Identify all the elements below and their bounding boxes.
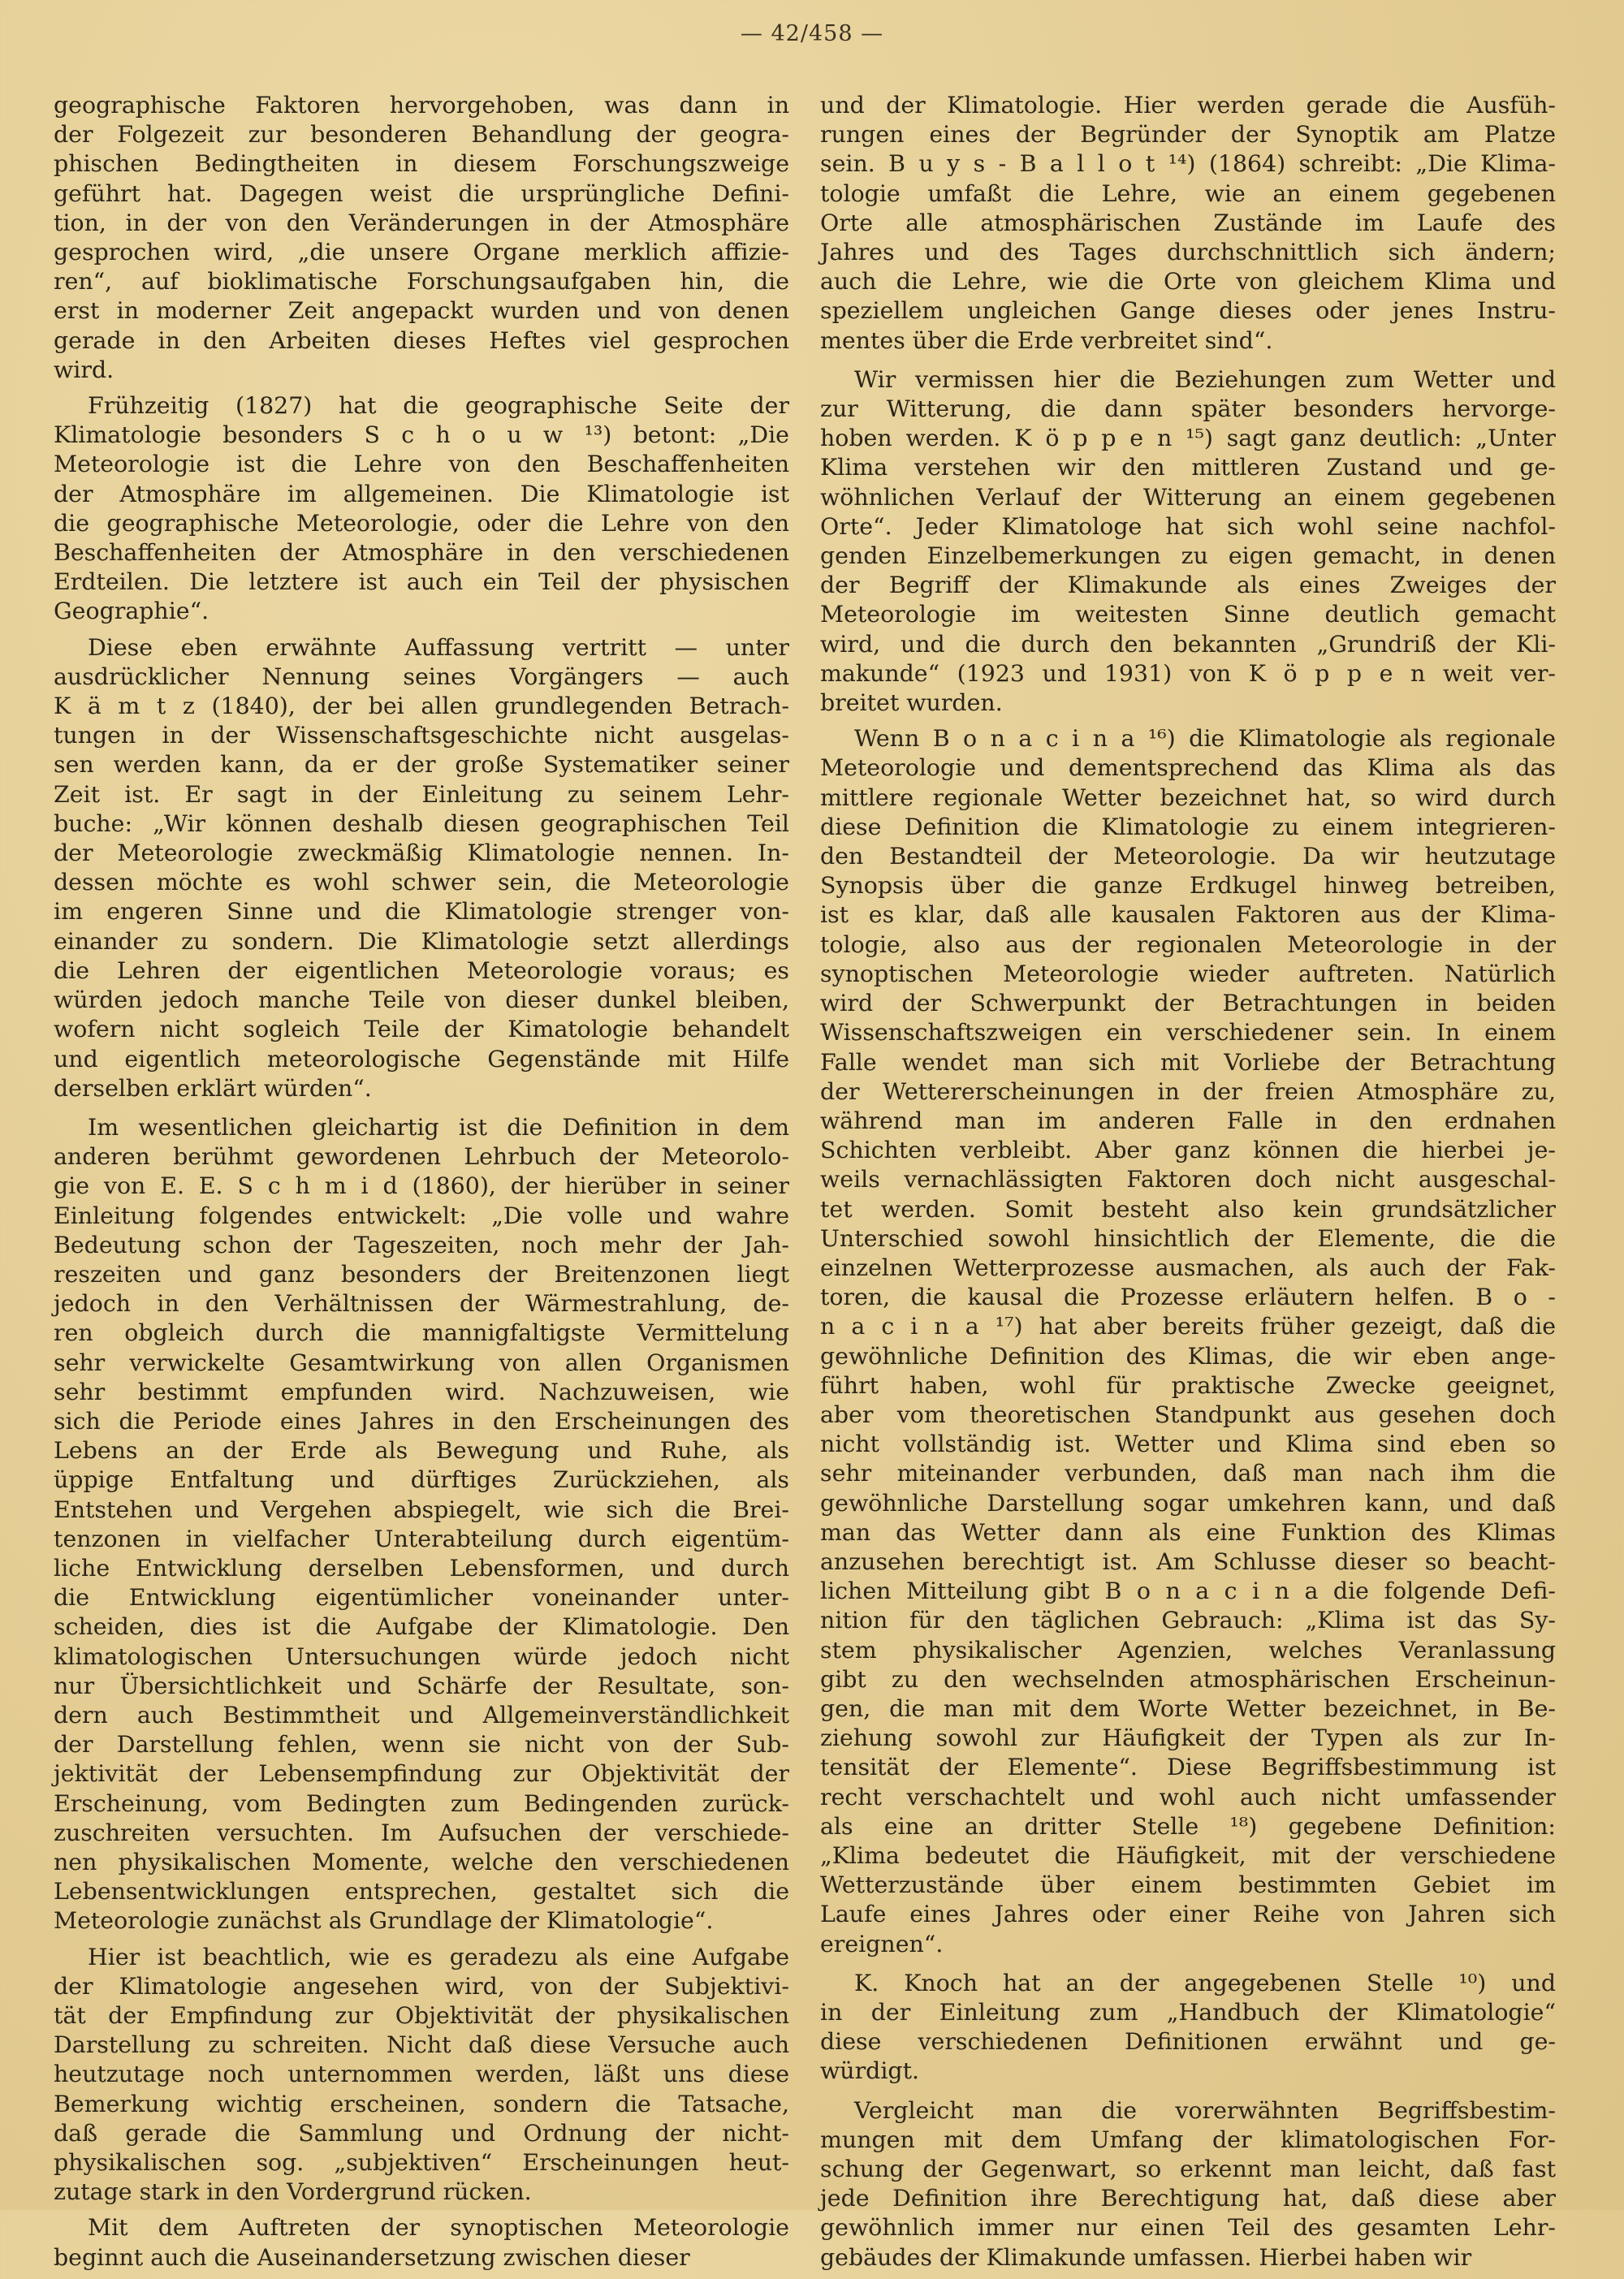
text-line: Erscheinung, vom Bedingten zum Bedingenden zurück-: [54, 1789, 789, 1817]
text-line: reszeiten und ganz besonders der Breitenzonen liegt: [54, 1260, 789, 1288]
text-line: liche Entwicklung derselben Lebensformen, und durch: [54, 1554, 789, 1582]
text-line: phischen Bedingtheiten in diesem Forschungszweige: [54, 150, 789, 178]
text-line: während man im anderen Falle in den erdnahen: [820, 1107, 1556, 1134]
text-line: recht verschachtelt und wohl auch nicht umfassender: [820, 1783, 1556, 1811]
text-line: zur Witterung, die dann später besonders hervorge-: [820, 395, 1556, 423]
paragraph-q3: [820, 724, 1556, 1959]
text-line: nition für den täglichen Gebrauch: „Klima ist das Sy-: [820, 1607, 1556, 1634]
text-line: Vergleicht man die vorerwähnten Begriffsbestim-: [854, 2096, 1556, 2124]
text-line: gen, die man mit dem Worte Wetter bezeichnet, in Be-: [820, 1694, 1556, 1722]
text-line: tologie umfaßt die Lehre, wie an einem gegebenen: [820, 179, 1556, 207]
text-line: scheiden, dies ist die Aufgabe der Klimatologie. Den: [54, 1613, 789, 1641]
text-line: lichen Mitteilung gibt B o n a c i n a die folgende Defi-: [820, 1578, 1556, 1605]
text-line: sehr bestimmt empfunden wird. Nachzuweisen, wie: [54, 1378, 789, 1405]
text-line: Klimatologie besonders S c h o u w ¹³) betont: „Die: [54, 421, 789, 449]
text-line: Beschaffenheiten der Atmosphäre in den verschiedenen: [54, 539, 789, 567]
text-line: Schichten verbleibt. Aber ganz können die hierbei je-: [820, 1137, 1556, 1164]
text-line: sehr verwickelte Gesamtwirkung von allen Organismen: [54, 1349, 789, 1376]
text-line: diese Definition die Klimatologie zu einem integrieren-: [820, 813, 1556, 840]
text-line: die Entwicklung eigentümlicher voneinander unter-: [54, 1584, 789, 1612]
text-line: breitet wurden.: [820, 689, 1003, 717]
text-line: dessen möchte es wohl schwer sein, die Meteorologie: [54, 869, 789, 896]
text-line: die geographische Meteorologie, oder die Lehre von den: [54, 509, 789, 537]
text-line: wird der Schwerpunkt der Betrachtungen in beiden: [820, 990, 1556, 1017]
text-line: Orte alle atmosphärischen Zustände im Laufe des: [820, 209, 1556, 236]
text-line: hoben werden. K ö p p e n ¹⁵) sagt ganz deutlich: „Unter: [820, 425, 1556, 452]
text-line: gerade in den Arbeiten dieses Heftes viel gesprochen: [54, 326, 789, 354]
text-line: geführt hat. Dagegen weist die ursprüngliche Defini-: [54, 179, 789, 207]
text-line: sehr miteinander verbunden, daß man nach ihm die: [820, 1460, 1556, 1487]
text-line: Wenn B o n a c i n a ¹⁶) die Klimatologie als regionale: [854, 725, 1556, 753]
text-line: sein. B u y s - B a l l o t ¹⁴) (1864) schreibt: „Die Klima-: [820, 150, 1556, 178]
text-line: tet werden. Somit besteht also kein grundsätzlicher: [820, 1195, 1556, 1223]
text-line: Laufe eines Jahres oder einer Reihe von Jahren sich: [820, 1901, 1556, 1928]
text-line: gewöhnliche Darstellung sogar umkehren kann, und daß: [820, 1489, 1556, 1517]
text-line: buche: „Wir können deshalb diesen geographischen Teil: [54, 809, 789, 837]
text-line: Lebensentwicklungen entsprechen, gestaltet sich die: [54, 1878, 789, 1906]
text-line: würden jedoch manche Teile von dieser dunkel bleiben,: [54, 986, 789, 1014]
text-line: jedoch in den Verhältnissen der Wärmestrahlung, de-: [54, 1290, 789, 1318]
text-line: physikalischen sog. „subjektiven“ Erscheinungen heut-: [54, 2149, 789, 2177]
text-line: einzelnen Wetterprozesse ausmachen, als auch der Fak-: [820, 1254, 1556, 1281]
text-line: und eigentlich meteorologische Gegenstände mit Hilfe: [54, 1045, 789, 1073]
paragraph-p2: [54, 391, 789, 627]
text-line: gibt zu den wechselnden atmosphärischen Erscheinun-: [820, 1665, 1556, 1693]
text-line: nen physikalischen Momente, welche den verschiedenen: [54, 1848, 789, 1875]
text-line: Unterschied sowohl hinsichtlich der Elemente, die die: [820, 1224, 1556, 1252]
text-line: erst in moderner Zeit angepackt wurden und von denen: [54, 297, 789, 325]
text-line: ren obgleich durch die mannigfaltigste Vermittelung: [54, 1319, 789, 1347]
text-line: der Darstellung fehlen, wenn sie nicht von der Sub-: [54, 1731, 789, 1759]
text-line: Meteorologie und dementsprechend das Klima als das: [820, 754, 1556, 782]
text-line: Wir vermissen hier die Beziehungen zum Wetter und: [854, 365, 1556, 393]
text-line: Lebens an der Erde als Bewegung und Ruhe, als: [54, 1437, 789, 1465]
paragraph-q2: [820, 365, 1556, 718]
paragraph-q1: [820, 91, 1556, 356]
text-line: der Begriff der Klimakunde als eines Zweiges der: [820, 572, 1556, 599]
text-line: der Klimatologie angesehen wird, von der Subjektivi-: [54, 1972, 789, 2000]
text-line: sich die Periode eines Jahres in den Erscheinungen des: [54, 1407, 789, 1435]
text-line: jede Definition ihre Berechtigung hat, daß diese aber: [820, 2185, 1556, 2212]
text-line: Diese eben erwähnte Auffassung vertritt — unter: [88, 633, 789, 661]
text-line: ereignen“.: [820, 1930, 944, 1957]
text-line: Wetterzustände über einem bestimmten Gebiet im: [820, 1871, 1556, 1899]
text-line: tologie, also aus der regionalen Meteorologie in der: [820, 930, 1556, 958]
text-line: genden Einzelbemerkungen zu eigen gemacht, in denen: [820, 542, 1556, 570]
text-line: speziellem ungleichen Gange dieses oder jenes Instru-: [820, 297, 1556, 325]
text-line: klimatologischen Untersuchungen würde jedoch nicht: [54, 1642, 789, 1670]
text-line: in der Einleitung zum „Handbuch der Klimatologie“: [820, 1999, 1556, 2026]
text-line: Jahres und des Tages durchschnittlich sich ändern;: [820, 239, 1556, 266]
text-line: beginnt auch die Auseinandersetzung zwischen dieser: [54, 2243, 690, 2271]
text-line: aber vom theoretischen Standpunkt aus gesehen doch: [820, 1401, 1556, 1428]
text-line: auch die Lehre, wie die Orte von gleichem Klima und: [820, 268, 1556, 296]
text-line: ist es klar, daß alle kausalen Faktoren aus der Klima-: [820, 901, 1556, 929]
left-column: [54, 91, 789, 2279]
text-line: diese verschiedenen Definitionen erwähnt und ge-: [820, 2028, 1556, 2056]
text-line: Klima verstehen wir den mittleren Zustand und ge-: [820, 454, 1556, 481]
text-line: tenzonen in vielfacher Unterabteilung durch eigentüm-: [54, 1525, 789, 1552]
text-line: tungen in der Wissenschaftsgeschichte nicht ausgelas-: [54, 722, 789, 749]
text-line: würdigt.: [820, 2057, 920, 2085]
right-column: [820, 91, 1556, 2279]
text-line: Im wesentlichen gleichartig ist die Definition in dem: [88, 1113, 789, 1141]
text-line: Synopsis über die ganze Erdkugel hinweg betreiben,: [820, 872, 1556, 900]
text-line: Geographie“.: [54, 598, 209, 625]
text-line: sen werden kann, da er der große Systematiker seiner: [54, 751, 789, 779]
text-line: Wissenschaftszweigen ein verschiedener sein. In einem: [820, 1019, 1556, 1047]
text-line: tensität der Elemente“. Diese Begriffsbestimmung ist: [820, 1754, 1556, 1781]
text-line: daß gerade die Sammlung und Ordnung der nicht-: [54, 2119, 789, 2147]
text-line: Orte“. Jeder Klimatologe hat sich wohl seine nachfol-: [820, 512, 1556, 540]
paragraph-p4: [54, 1113, 789, 1936]
text-line: tät der Empfindung zur Objektivität der physikalischen: [54, 2002, 789, 2029]
text-line: ausdrücklicher Nennung seines Vorgängers — auch: [54, 663, 789, 690]
text-line: Bedeutung schon der Tageszeiten, noch mehr der Jah-: [54, 1231, 789, 1258]
text-line: Darstellung zu schreiten. Nicht daß diese Versuche auch: [54, 2031, 789, 2059]
paragraph-q4: [820, 1969, 1556, 2087]
text-line: dern auch Bestimmtheit und Allgemeinverständlichkeit: [54, 1701, 789, 1729]
text-line: gesprochen wird, „die unsere Organe merklich affizie-: [54, 239, 789, 266]
text-line: nur Übersichtlichkeit und Schärfe der Resultate, son-: [54, 1672, 789, 1699]
text-line: nicht vollständig ist. Wetter und Klima sind eben so: [820, 1431, 1556, 1458]
text-line: mittlere regionale Wetter bezeichnet hat, so wird durch: [820, 783, 1556, 811]
text-line: im engeren Sinne und die Klimatologie strenger von-: [54, 898, 789, 926]
text-line: als eine an dritter Stelle ¹⁸) gegebene Definition:: [820, 1812, 1556, 1840]
text-line: der Folgezeit zur besonderen Behandlung der geogra-: [54, 121, 789, 149]
text-line: und der Klimatologie. Hier werden gerade die Ausfüh-: [820, 92, 1556, 119]
text-line: Entstehen und Vergehen abspiegelt, wie sich die Brei-: [54, 1496, 789, 1523]
paragraph-p1: [54, 91, 789, 385]
text-line: Bemerkung wichtig erscheinen, sondern die Tatsache,: [54, 2090, 789, 2117]
text-line: der Atmosphäre im allgemeinen. Die Klimatologie ist: [54, 480, 789, 507]
text-line: anderen berühmt gewordenen Lehrbuch der Meteorolo-: [54, 1143, 789, 1171]
text-line: gewöhnlich immer nur einen Teil des gesamten Lehr-: [820, 2214, 1556, 2242]
text-line: zutage stark in den Vordergrund rücken.: [54, 2178, 532, 2206]
text-line: schung der Gegenwart, so erkennt man leicht, daß fast: [820, 2156, 1556, 2183]
text-line: Zeit ist. Er sagt in der Einleitung zu seinem Lehr-: [54, 780, 789, 808]
paragraph-p3: [54, 633, 789, 1103]
text-line: „Klima bedeutet die Häufigkeit, mit der verschiedene: [820, 1841, 1556, 1869]
text-line: wird.: [54, 356, 114, 383]
text-line: zuschreiten versuchten. Im Aufsuchen der verschiede-: [54, 1819, 789, 1846]
text-line: üppige Entfaltung und dürftiges Zurückziehen, als: [54, 1466, 789, 1494]
text-line: Meteorologie zunächst als Grundlage der Klimatologie“.: [54, 1907, 714, 1935]
text-line: wofern nicht sogleich Teile der Kimatologie behandelt: [54, 1016, 789, 1043]
text-line: rungen eines der Begründer der Synoptik am Platze: [820, 121, 1556, 149]
text-line: Erdteilen. Die letztere ist auch ein Teil der physischen: [54, 568, 789, 596]
paragraph-q5: [820, 2096, 1556, 2273]
text-line: den Bestandteil der Meteorologie. Da wir heutzutage: [820, 843, 1556, 870]
text-line: synoptischen Meteorologie wieder auftreten. Natürlich: [820, 960, 1556, 987]
text-line: stem physikalischer Agenzien, welches Veranlassung: [820, 1636, 1556, 1664]
text-line: Mit dem Auftreten der synoptischen Meteorologie: [88, 2214, 789, 2242]
text-line: der Meteorologie zweckmäßig Klimatologie nennen. In-: [54, 840, 789, 867]
paragraph-p5: [54, 1943, 789, 2208]
text-line: jektivität der Lebensempfindung zur Objektivität der: [54, 1760, 789, 1788]
text-line: weils vernachlässigten Faktoren doch nicht ausgeschal-: [820, 1166, 1556, 1193]
text-line: toren, die kausal die Prozesse erläutern helfen. B o -: [820, 1284, 1556, 1311]
text-line: einander zu sondern. Die Klimatologie setzt allerdings: [54, 927, 789, 955]
text-line: K. Knoch hat an der angegebenen Stelle ¹⁰) und: [854, 1969, 1556, 1996]
text-line: Falle wendet man sich mit Vorliebe der Betrachtung: [820, 1048, 1556, 1076]
text-line: K ä m t z (1840), der bei allen grundlegenden Betrach-: [54, 693, 789, 720]
text-line: ziehung sowohl zur Häufigkeit der Typen als zur In-: [820, 1724, 1556, 1752]
page-number: — 42/458 —: [740, 21, 884, 46]
text-line: Meteorologie im weitesten Sinne deutlich gemacht: [820, 601, 1556, 628]
text-line: führt haben, wohl für praktische Zwecke geeignet,: [820, 1371, 1556, 1399]
text-line: heutzutage noch unternommen werden, läßt uns diese: [54, 2061, 789, 2088]
text-line: ren“, auf bioklimatische Forschungsaufgaben hin, die: [54, 268, 789, 296]
text-line: Meteorologie ist die Lehre von den Beschaffenheiten: [54, 451, 789, 478]
text-line: gie von E. E. S c h m i d (1860), der hierüber in seiner: [54, 1172, 789, 1200]
text-line: n a c i n a ¹⁷) hat aber bereits früher gezeigt, daß die: [820, 1313, 1556, 1340]
text-line: der Wettererscheinungen in der freien Atmosphäre zu,: [820, 1077, 1556, 1105]
text-line: wöhnlichen Verlauf der Witterung an einem gegebenen: [820, 483, 1556, 511]
text-line: Einleitung folgendes entwickelt: „Die volle und wahre: [54, 1202, 789, 1229]
text-line: geographische Faktoren hervorgehoben, was dann in: [54, 92, 789, 119]
text-line: anzusehen berechtigt ist. Am Schlusse dieser so beacht-: [820, 1547, 1556, 1575]
paragraph-p6: [54, 2213, 789, 2272]
text-line: Frühzeitig (1827) hat die geographische Seite der: [88, 392, 789, 420]
text-line: tion, in der von den Veränderungen in der Atmosphäre: [54, 209, 789, 236]
text-line: gewöhnliche Definition des Klimas, die wir eben ange-: [820, 1342, 1556, 1370]
text-line: makunde“ (1923 und 1931) von K ö p p e n weit ver-: [820, 659, 1556, 687]
text-line: derselben erklärt würden“.: [54, 1074, 372, 1102]
text-line: wird, und die durch den bekannten „Grundriß der Kli-: [820, 630, 1556, 658]
text-line: gebäudes der Klimakunde umfassen. Hierbei haben wir: [820, 2243, 1472, 2271]
text-line: man das Wetter dann als eine Funktion des Klimas: [820, 1518, 1556, 1546]
text-line: Hier ist beachtlich, wie es geradezu als eine Aufgabe: [88, 1943, 789, 1970]
text-line: mungen mit dem Umfang der klimatologischen For-: [820, 2126, 1556, 2153]
text-line: die Lehren der eigentlichen Meteorologie voraus; es: [54, 956, 789, 984]
text-line: mentes über die Erde verbreitet sind“.: [820, 326, 1273, 354]
